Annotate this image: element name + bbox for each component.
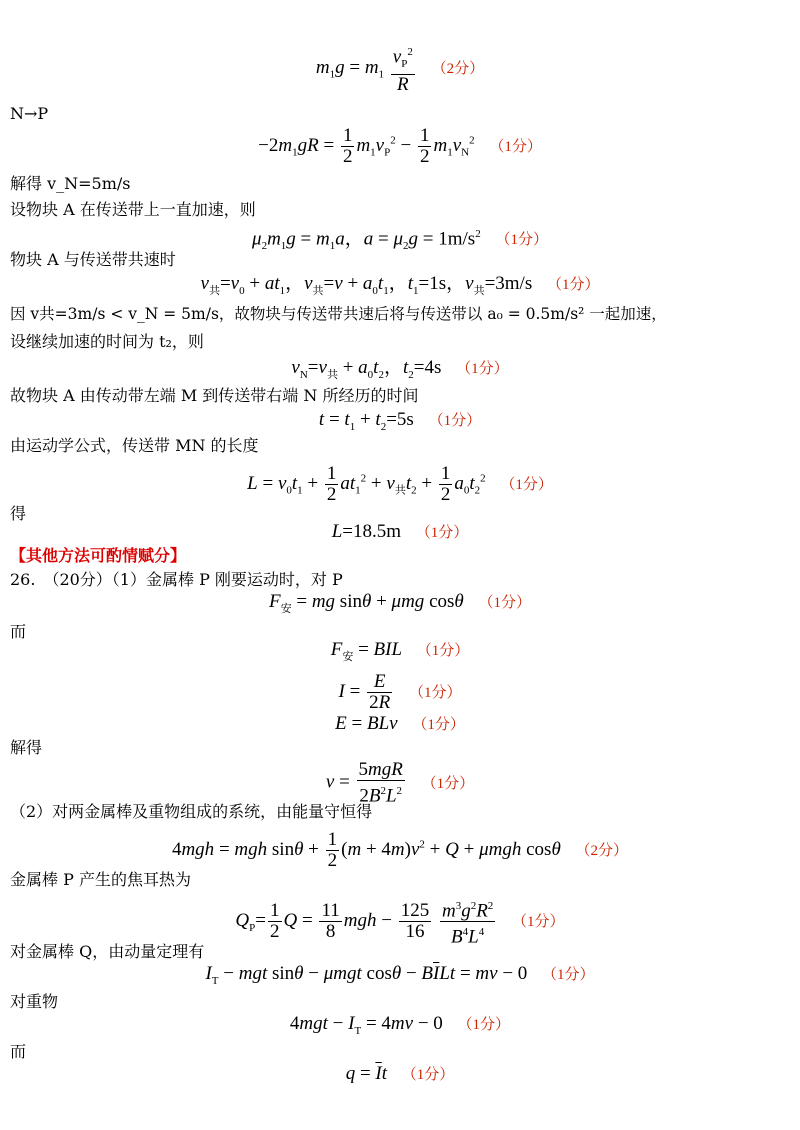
score: （2分） [431, 60, 485, 77]
text-line: 因 v共=3m/s < v_N = 5m/s，故物块与传送带共速后将与传送带以 a₀ = 0.5m/s² 一起加速， [10, 305, 667, 323]
text-line: （2）对两金属棒及重物组成的系统，由能量守恒得 [10, 802, 373, 821]
text-line: 解得 [10, 738, 43, 757]
eq-current: I = $\frac{E}{2R}$ （1分） [338, 671, 462, 713]
text-line: 而 [10, 1042, 27, 1061]
eq-total-time: $t = t_1 + t_2=5s$ （1分） [318, 409, 482, 433]
eq-L-result: L=18.5m （1分） [331, 521, 469, 542]
score: （1分） [546, 277, 600, 293]
eq-velocity: v = $\frac{\text{5mgR}}{2B^2L^2}$ （1分） [325, 759, 475, 807]
question-26-header: 26. （20分）（1）金属棒 P 刚要运动时，对 P [10, 570, 343, 589]
score: （1分） [495, 232, 548, 249]
eq-charge: $q = \overline{I}t$ （1分） [345, 1063, 455, 1084]
score: （1分） [456, 361, 509, 377]
score: （2分） [575, 842, 629, 859]
score: （1分） [489, 138, 542, 155]
eq-length: $L = v_0t_1$ + $\frac{1}{2}$ $at_1^2 + v_共t_2$ + $\frac{1}{2}$ $a_0t_2^2$ （1分） [247, 463, 553, 505]
score: （1分） [500, 476, 553, 493]
score: （1分） [415, 525, 469, 541]
score: （1分） [412, 717, 465, 733]
score: （1分） [401, 1067, 455, 1083]
text-line: 物块 A 与传送带共速时 [10, 250, 176, 269]
score: （1分） [421, 775, 475, 792]
text-line: 而 [10, 622, 27, 641]
text-line: 金属棒 P 产生的焦耳热为 [10, 870, 191, 889]
text-line: N→P [10, 104, 49, 123]
eq-common-speed: $v_共=v_0 + at_1$，$v_共=v + a_0t_1$，$t_1=1s$，$v_共=3m/s$ （1分） [200, 273, 600, 297]
eq-vn: $v_N=v_共 + a_0t_2$，$t_2=4s$ （1分） [291, 357, 509, 381]
score: （1分） [512, 914, 565, 931]
text-line: 故物块 A 由传动带左端 M 到传送带右端 N 所经历的时间 [10, 386, 419, 405]
text-line: 得 [10, 504, 27, 523]
eq-ampere-force: $F_安$ = mg sinθ + μmg cosθ （1分） [268, 591, 531, 615]
score: （1分） [478, 595, 531, 611]
eq-energy-NP: $-2m_1gR$ = $\frac{1}{2}$ $m_1v_P^2$ − $\frac{1}{2}$ $m_1v_N^2$ （1分） [258, 125, 542, 167]
eq-momentum-Q: $I_T$ − mgt sinθ − μmgt $\cos\theta - B\overline{I}Lt$ = mv − 0 （1分） [205, 963, 595, 987]
score: （1分） [542, 967, 595, 983]
eq-joule-heat: $Q_P=$ $\frac{1}{2}$ Q = $\frac{11}{8}$ mgh − $\frac{125}{16}$ $\frac{m^3g^2R^2}{B^4L^4}$ （1分） [0, 896, 800, 948]
grading-note: 【其他方法可酌情赋分】 [10, 546, 187, 565]
score: （1分） [457, 1017, 511, 1033]
eq-acceleration: $\mu_2m_1g = m_1a$，$a = \mu_2g = 1m/s^2$ （1分） [252, 228, 548, 253]
eq-energy-conservation: 4mgh = mgh sinθ + $\frac{1}{2}$ $(m + 4m)v^2 + Q + \mu mgh$ cosθ （2分） [171, 829, 629, 871]
score: （1分） [428, 413, 482, 429]
eq-emf: E = BLv （1分） [335, 713, 465, 734]
text-line: 设继续加速的时间为 t₂，则 [10, 332, 204, 351]
eq-BIL: $F_安$ = BIL （1分） [330, 639, 470, 663]
eq-centripetal: $m_1g = m_1$ $\frac{v_P^2}{R}$ （2分） [0, 42, 800, 95]
text-line: 解得 v_N=5m/s [10, 174, 131, 193]
text-line: 对重物 [10, 992, 59, 1011]
text-line: 对金属棒 Q，由动量定理有 [10, 942, 205, 961]
text-line: 由运动学公式，传送带 MN 的长度 [10, 436, 259, 455]
score: （1分） [416, 643, 470, 659]
score: （1分） [408, 684, 462, 701]
text-line: 设物块 A 在传送带上一直加速，则 [10, 200, 256, 219]
eq-momentum-weight: $4mgt - I_T = 4mv - 0$ （1分） [289, 1013, 511, 1037]
